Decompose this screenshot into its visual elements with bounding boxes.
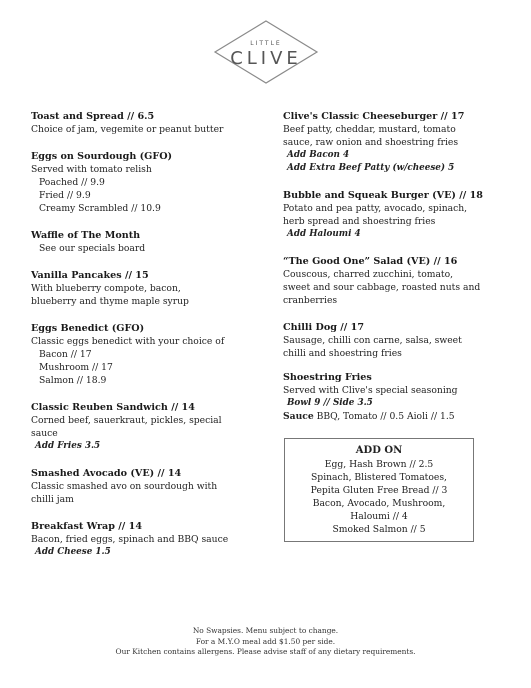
menu-item-option: Bacon // 17 (39, 349, 92, 360)
menu-item-description: Sausage, chilli con carne, salsa, sweet (283, 335, 462, 346)
menu-item-addon: Add Fries 3.5 (35, 441, 101, 451)
menu-item (283, 321, 483, 360)
footer-line: Our Kitchen contains allergens. Please advise staff of any dietary requirements. (115, 647, 416, 656)
add-on-line: Egg, Hash Brown // 2.5 (324, 459, 434, 470)
add-on-title: ADD ON (355, 445, 403, 456)
sauce-label: Sauce (283, 411, 314, 422)
menu-item (283, 255, 483, 307)
menu-item-addon: Add Bacon 4 (287, 150, 350, 160)
menu-item-description: Choice of jam, vegemite or peanut butter (31, 124, 224, 135)
sauce-prices: BBQ, Tomato // 0.5 Aioli // 1.5 (313, 411, 455, 422)
menu-item-description: sweet and sour cabbage, roasted nuts and (283, 282, 481, 293)
menu-item (283, 110, 483, 175)
menu-item-description: Corned beef, sauerkraut, pickles, special (31, 415, 222, 426)
menu-item-option: Poached // 9.9 (39, 177, 105, 188)
add-on-line: Pepita Gluten Free Bread // 3 (310, 485, 448, 496)
menu-item-description: chilli jam (31, 494, 74, 505)
menu-item-title: Toast and Spread // 6.5 (31, 111, 155, 122)
menu-item-description: herb spread and shoestring fries (283, 216, 436, 227)
add-on-line: Smoked Salmon // 5 (332, 524, 426, 535)
menu-item-addon: Add Cheese 1.5 (35, 547, 111, 557)
menu-item-description: Served with tomato relish (31, 164, 152, 175)
menu-item (31, 269, 271, 308)
menu-item-option: Salmon // 18.9 (39, 375, 107, 386)
fries-sauce-line (283, 410, 483, 423)
menu-item-title: Bubble and Squeak Burger (VE) // 18 (283, 190, 483, 201)
menu-left-column (31, 110, 271, 573)
menu-item (283, 189, 483, 241)
add-on-line: Bacon, Avocado, Mushroom, (312, 498, 446, 509)
add-on-box (284, 438, 474, 542)
menu-item-title: Clive's Classic Cheeseburger // 17 (283, 111, 465, 122)
menu-item-option: Creamy Scrambled // 10.9 (39, 203, 161, 214)
menu-item-title: Eggs on Sourdough (GFO) (31, 151, 173, 162)
menu-item (31, 110, 271, 136)
menu-item (31, 150, 271, 215)
add-on-lines (285, 458, 473, 536)
menu-item-description: chilli and shoestring fries (283, 348, 402, 359)
menu-item (31, 322, 271, 387)
menu-item-description: Beef patty, cheddar, mustard, tomato (283, 124, 456, 135)
menu-item (31, 401, 271, 453)
menu-item-title: “The Good One” Salad (VE) // 16 (283, 256, 458, 267)
menu-item-description: Served with Clive's special seasoning (283, 385, 458, 396)
menu-item-description: sauce (31, 428, 58, 439)
menu-item-description: With blueberry compote, bacon, (31, 283, 181, 294)
menu-item (31, 229, 271, 255)
menu-item-option: Fried // 9.9 (39, 190, 91, 201)
menu-item-description: blueberry and thyme maple syrup (31, 296, 189, 307)
add-on-line: Spinach, Blistered Tomatoes, (311, 472, 447, 483)
menu-item-description: Classic eggs benedict with your choice of (31, 336, 225, 347)
menu-item-title: Smashed Avocado (VE) // 14 (31, 468, 182, 479)
menu-item-description: Classic smashed avo on sourdough with (31, 481, 218, 492)
menu-right-column (283, 110, 483, 437)
add-on-line: Haloumi // 4 (350, 511, 408, 522)
menu-item-description: Couscous, charred zucchini, tomato, (283, 269, 454, 280)
menu-item-addon: Add Haloumi 4 (287, 229, 361, 239)
menu-item-title: Shoestring Fries (283, 372, 372, 383)
logo-small-text: LITTLE (250, 40, 282, 47)
menu-item-description: Potato and pea patty, avocado, spinach, (283, 203, 468, 214)
menu-item (31, 467, 271, 506)
menu-item-description: cranberries (283, 295, 338, 306)
menu-item-title: Chilli Dog // 17 (283, 322, 364, 333)
menu-item-shoestring-fries (283, 371, 483, 423)
logo-big-text: CLIVE (230, 48, 302, 69)
menu-item-title: Waffle of The Month (31, 230, 141, 241)
fries-sizes: Bowl 9 // Side 3.5 (287, 398, 373, 408)
little-clive-logo (212, 18, 320, 86)
menu-item-title: Eggs Benedict (GFO) (31, 323, 145, 334)
menu-item-description: sauce, raw onion and shoestring fries (283, 137, 459, 148)
menu-item-title: Breakfast Wrap // 14 (31, 521, 143, 532)
menu-item-option: Mushroom // 17 (39, 362, 113, 373)
menu-item (31, 520, 271, 559)
menu-item-description: Bacon, fried eggs, spinach and BBQ sauce (31, 534, 229, 545)
footer-line: For a M.Y.O meal add $1.50 per side. (195, 636, 336, 646)
menu-item-title: Classic Reuben Sandwich // 14 (31, 402, 195, 413)
menu-footer (0, 626, 531, 658)
menu-item-title: Vanilla Pancakes // 15 (31, 270, 149, 281)
menu-item-addon: Add Extra Beef Patty (w/cheese) 5 (287, 163, 455, 173)
footer-line: No Swapsies. Menu subject to change. (192, 626, 339, 635)
menu-item-option: See our specials board (39, 243, 146, 254)
